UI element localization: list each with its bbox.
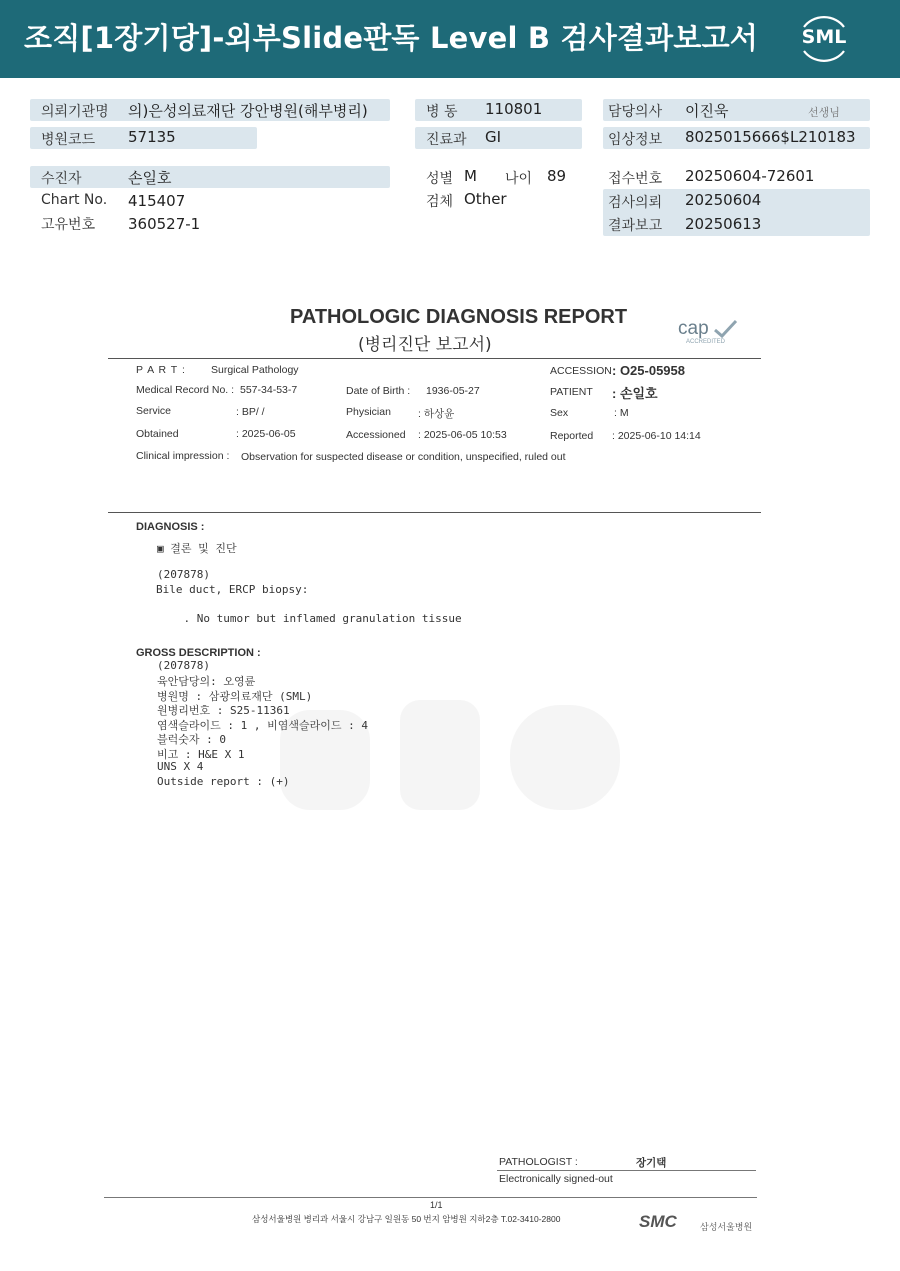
ward-label: 병 동 [426,104,458,120]
request-value: 20250604 [685,191,762,209]
clinical-value: 8025015666$L210183 [685,128,856,146]
service-label: Service [136,405,172,417]
patient-label: PATIENT [550,386,593,398]
part-value: Surgical Pathology [211,364,299,376]
mrn-label: Medical Record No. : [136,384,235,396]
page-title: 조직[1장기당]-외부Slide판독 Level B 검사결과보고서 [24,21,758,55]
doctor-suffix: 선생님 [808,106,840,119]
patient-box [30,166,390,188]
smc-logo: SMC [639,1212,677,1231]
gross-line: Outside report : (+) [157,775,290,788]
dob-value: 1936-05-27 [426,385,480,397]
signed-out-text: Electronically signed-out [499,1173,613,1185]
sex-label: 성별 [426,171,454,187]
gross-line: UNS X 4 [157,760,204,773]
divider [108,358,761,359]
watermark-graphic [270,690,630,820]
cap-accredited-logo [676,318,740,348]
chart-label: Chart No. [41,192,108,208]
pathologist-label: PATHOLOGIST : [499,1156,578,1168]
diagnosis-label: DIAGNOSIS : [136,521,205,533]
report-subtitle: (병리진단 보고서) [358,335,492,355]
gross-line: 육안담당의: 오영륜 [157,675,256,688]
report-header [0,0,900,78]
physician-value: : 하상윤 [418,408,455,420]
request-label: 검사의뢰 [608,195,663,211]
accession-label: ACCESSION [550,365,612,377]
age-value: 89 [547,167,567,185]
dept-value: GI [485,128,502,146]
diagnosis-line: ▣ 결론 및 진단 [157,542,237,555]
dob-label: Date of Birth : [346,385,411,397]
doctor-value: 이진욱 [685,102,729,120]
reported-label: Reported [550,430,594,442]
institution-value: 의)은성의료재단 강안병원(해부병리) [128,102,368,120]
obtained-value: : 2025-06-05 [236,428,296,440]
sml-logo-text: SML [801,26,847,48]
gross-line: 비고 : H&E X 1 [157,748,245,761]
part-label: P A R T : [136,364,186,376]
gross-line: (207878) [157,659,210,672]
dept-label: 진료과 [426,132,467,148]
institution-label: 의뢰기관명 [41,104,109,120]
gross-description-label: GROSS DESCRIPTION : [136,647,261,659]
report-title: PATHOLOGIC DIAGNOSIS REPORT [290,306,628,328]
doctor-label: 담당의사 [608,104,663,120]
sml-logo [796,13,852,65]
diagnosis-line: . No tumor but inflamed granulation tissue [157,612,462,625]
uid-label: 고유번호 [41,217,96,233]
page-number: 1/1 [430,1200,443,1210]
gross-line: 원병리번호 : S25-11361 [157,704,290,717]
diagnosis-line: (207878) [157,568,210,581]
chart-value: 415407 [128,192,186,210]
service-value: : BP/ / [236,406,265,418]
clinical-impression-value: Observation for suspected disease or condition, unspecified, ruled out [241,451,566,463]
patient-value: 손일호 [128,169,172,187]
specimen-label: 검체 [426,194,454,210]
mrn-value: 557-34-53-7 [240,384,298,396]
accessioned-label: Accessioned [346,429,406,441]
diagnosis-line: Bile duct, ERCP biopsy: [156,583,309,596]
specimen-value: Other [464,190,507,208]
check-icon [712,318,738,340]
hospital-code-label: 병원코드 [41,132,96,148]
accessioned-value: : 2025-06-05 10:53 [418,429,507,441]
footer-address: 삼성서울병원 병리과 서울시 강남구 일원동 50 번지 암병원 지하2층 T.02-3410-2800 [252,1214,561,1224]
cap-logo-text: cap [678,318,709,339]
clinical-label: 임상정보 [608,132,663,148]
divider [108,512,761,513]
clinical-impression-label: Clinical impression : [136,450,230,462]
cap-accredited-text: ACCREDITED [686,339,726,345]
result-value: 20250613 [685,215,762,233]
receipt-label: 접수번호 [608,171,663,187]
gross-line: 염색슬라이드 : 1 , 비염색슬라이드 : 4 [157,719,368,732]
patient-value: : 손일호 [612,386,658,401]
reported-value: : 2025-06-10 14:14 [612,430,701,442]
receipt-value: 20250604-72601 [685,167,815,185]
result-label: 결과보고 [608,218,663,234]
hospital-code-value: 57135 [128,128,176,146]
smc-logo-subtext: 삼성서울병원 [700,1223,753,1233]
uid-value: 360527-1 [128,215,201,233]
physician-label: Physician [346,406,391,418]
pathologist-name: 장기택 [636,1157,667,1169]
obtained-label: Obtained [136,428,179,440]
divider [497,1170,756,1171]
sex-value-report: : M [614,407,629,419]
ward-value: 110801 [485,100,543,118]
gross-line: 병원명 : 삼광의료재단 (SML) [157,690,313,703]
age-label: 나이 [505,171,533,187]
sex-label-report: Sex [550,407,569,419]
divider [104,1197,757,1198]
accession-value: : O25-05958 [612,363,685,378]
sex-value: M [464,167,477,185]
patient-label: 수진자 [41,171,82,187]
gross-line: 블럭숫자 : 0 [157,733,226,746]
